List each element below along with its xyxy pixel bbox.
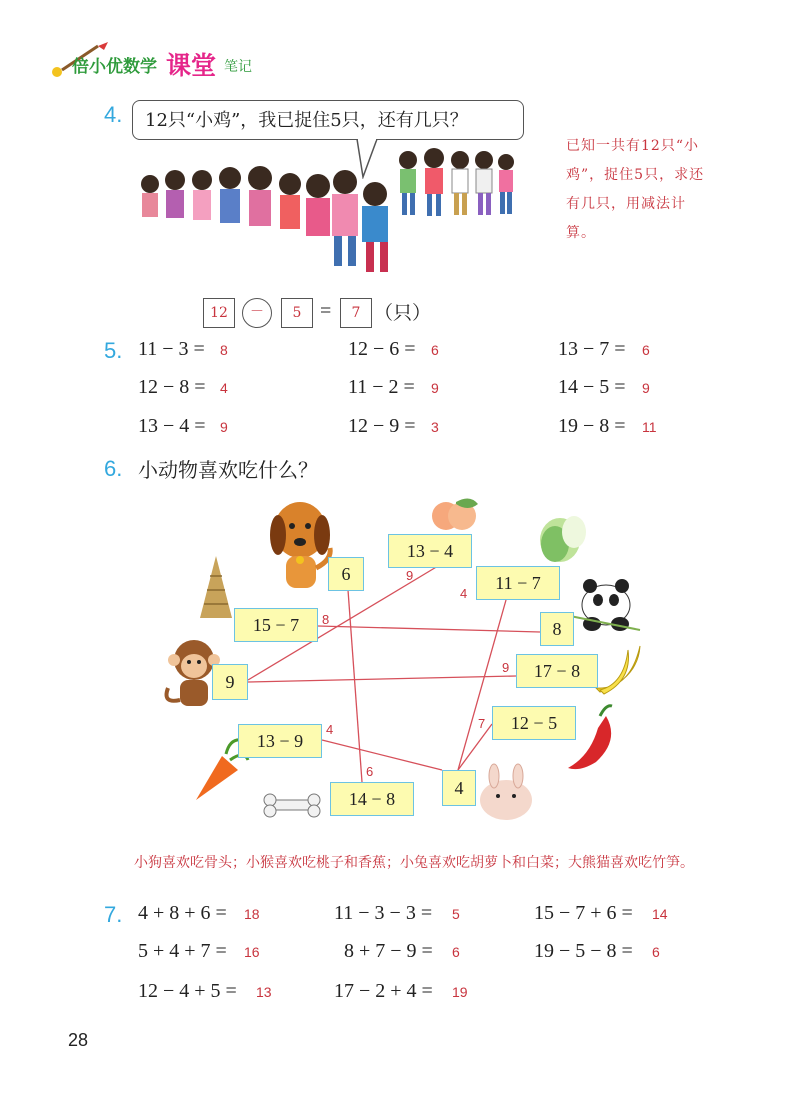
q7-expr: 12 − 4 + 5 =	[138, 980, 237, 1002]
q5-answer: 6	[642, 342, 650, 358]
q4-eq-equals: =	[320, 300, 332, 322]
brand-small: 笔记	[224, 59, 252, 75]
peach-box: 13 − 4	[388, 534, 472, 568]
q5-answer: 9	[431, 380, 439, 396]
q7-expr: 5 + 4 + 7 =	[138, 940, 227, 962]
bone-box: 14 − 8	[330, 782, 414, 816]
q7-expr: 11 − 3 − 3 =	[334, 902, 433, 924]
cabbage-icon	[540, 516, 586, 562]
q7-answer: 14	[652, 906, 668, 922]
q7-answer: 16	[244, 944, 260, 960]
q7-expr: 17 − 2 + 4 =	[334, 980, 433, 1002]
bamboo-box: 15 − 7	[234, 608, 318, 642]
page-number: 28	[68, 1030, 89, 1050]
bone-answer: 6	[366, 764, 374, 779]
q5-answer: 6	[431, 342, 439, 358]
q7-expr: 8 + 7 − 9 =	[344, 940, 433, 962]
q5-expr: 12 − 9 =	[348, 415, 416, 437]
q5-answer: 4	[220, 380, 228, 396]
q5-expr: 19 − 8 =	[558, 415, 626, 437]
bone-icon	[264, 794, 320, 817]
q7-answer: 6	[652, 944, 660, 960]
cabbage-box: 11 − 7	[476, 566, 560, 600]
rabbit-box: 4	[442, 770, 476, 806]
q4-hint: 已知一共有12只“小鸡”，捉住5只，求还有几只，用减法计算。	[566, 138, 705, 241]
brand-big: 课堂	[166, 51, 217, 80]
carrot-answer: 4	[326, 722, 334, 737]
rabbit-icon	[480, 764, 532, 820]
peach-icon	[432, 498, 478, 530]
q7-expr: 4 + 8 + 6 =	[138, 902, 227, 924]
q7-answer: 19	[452, 984, 468, 1000]
q4-speech-bubble: 12只“小鸡”，我已捉住5只，还有几只？	[132, 100, 524, 140]
q7-expr: 15 − 7 + 6 =	[534, 902, 633, 924]
cabbage-answer: 4	[460, 586, 468, 601]
bamboo-shoot-icon	[200, 556, 232, 618]
q4-eq-minuend: 12	[203, 298, 235, 328]
q5-expr: 11 − 2 =	[348, 376, 415, 398]
pepper-answer: 7	[478, 716, 486, 731]
q5-answer: 9	[642, 380, 650, 396]
panda-box: 8	[540, 612, 574, 646]
q6-title: 小动物喜欢吃什么？	[138, 458, 318, 482]
q6-answer-note: 小狗喜欢吃骨头；小猴喜欢吃桃子和香蕉；小兔喜欢吃胡萝卜和白菜；大熊猫喜欢吃竹笋。	[134, 855, 694, 871]
carrot-box: 13 − 9	[238, 724, 322, 758]
q7-answer: 18	[244, 906, 260, 922]
q5-expr: 14 − 5 =	[558, 376, 626, 398]
q7-answer: 6	[452, 944, 460, 960]
q5-answer: 8	[220, 342, 228, 358]
dog-box: 6	[328, 557, 364, 591]
q5-expr: 11 − 3 =	[138, 338, 205, 360]
panda-icon	[570, 579, 640, 631]
q5-answer: 3	[431, 419, 439, 435]
q4-eq-result: 7	[340, 298, 372, 328]
q7-answer: 5	[452, 906, 460, 922]
q5-number: 5.	[104, 338, 123, 363]
banana-answer: 9	[502, 660, 510, 675]
bamboo-answer: 8	[322, 612, 330, 627]
banana-box: 17 − 8	[516, 654, 598, 688]
banana-icon	[596, 646, 640, 694]
q7-answer: 13	[256, 984, 272, 1000]
q4-eq-subtrahend: 5	[281, 298, 313, 328]
peach-answer: 9	[406, 568, 414, 583]
q5-answer: 9	[220, 419, 228, 435]
q5-expr: 13 − 4 =	[138, 415, 206, 437]
q6-number: 6.	[104, 456, 123, 481]
q4-eq-operator: －	[242, 298, 272, 328]
q5-answer: 11	[642, 419, 657, 435]
q4-number: 4.	[104, 102, 123, 127]
dog-icon	[270, 502, 330, 588]
q5-expr: 12 − 8 =	[138, 376, 206, 398]
monkey-box: 9	[212, 664, 248, 700]
q5-expr: 13 − 7 =	[558, 338, 626, 360]
brand-name: 倍小优数学	[72, 57, 157, 77]
pepper-box: 12 − 5	[492, 706, 576, 740]
q5-expr: 12 − 6 =	[348, 338, 416, 360]
q7-number: 7.	[104, 902, 123, 927]
q4-eq-unit: （只）	[374, 302, 432, 324]
q7-expr: 19 − 5 − 8 =	[534, 940, 633, 962]
